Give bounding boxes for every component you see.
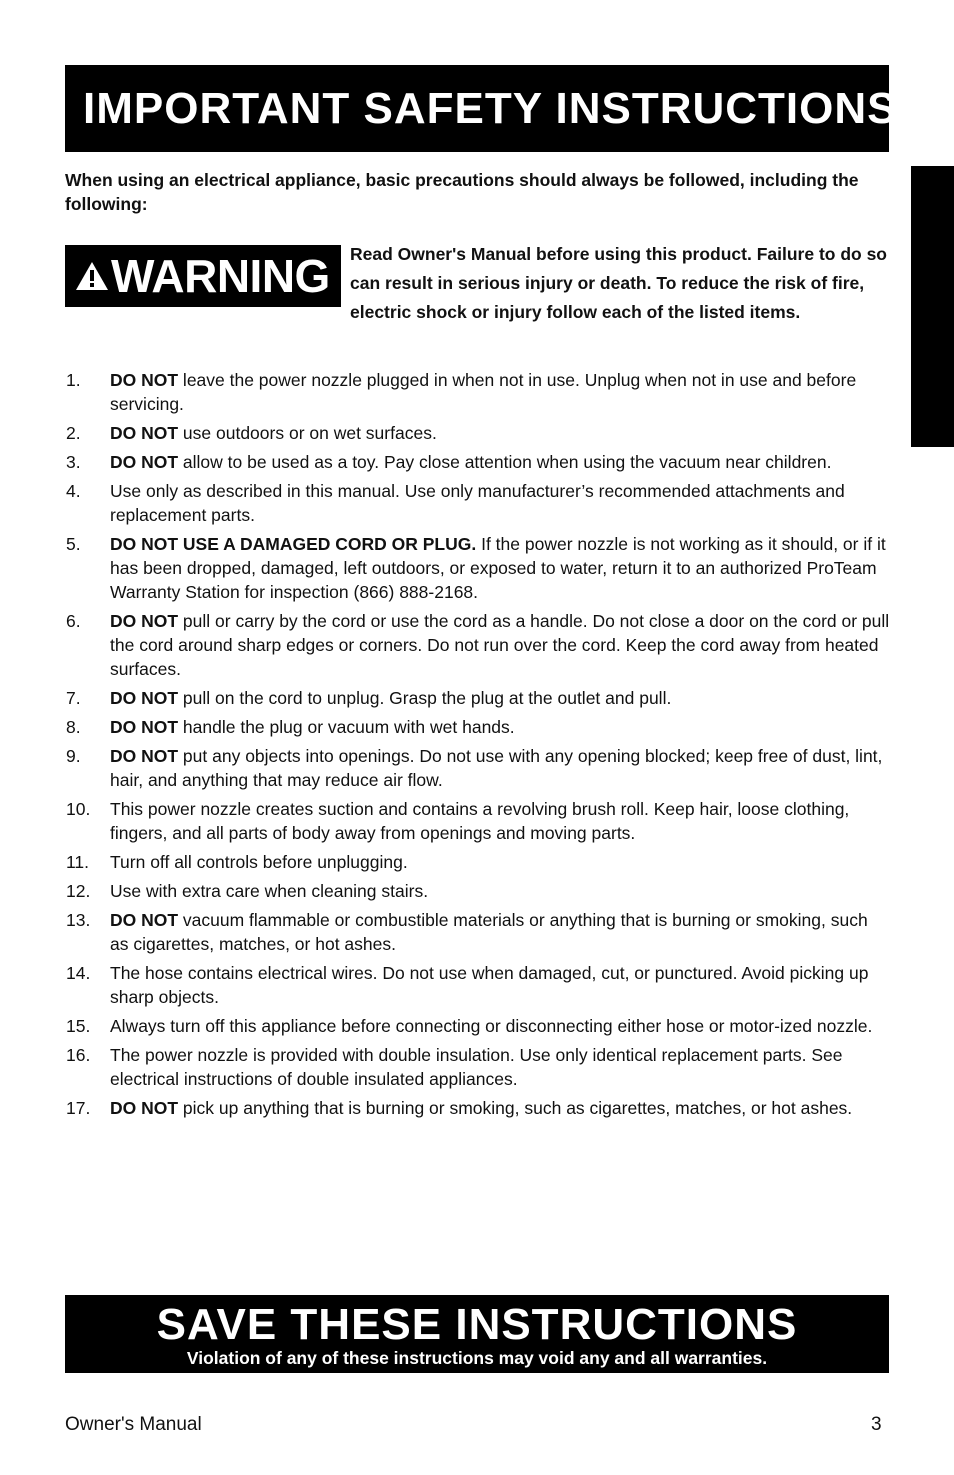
list-item-text: Turn off all controls before unplugging.	[110, 852, 408, 872]
list-item-number: 5.	[66, 534, 81, 554]
list-item-number: 10.	[66, 799, 91, 819]
list-item-body	[110, 368, 890, 416]
list-item-body	[110, 421, 890, 445]
list-item-emphasis: DO NOT	[110, 452, 179, 472]
list-item	[66, 1096, 896, 1120]
list-item-number: 16.	[66, 1045, 91, 1065]
list-item	[66, 421, 896, 445]
save-banner	[65, 1295, 889, 1373]
list-item-body	[110, 744, 890, 792]
instruction-list	[66, 368, 896, 1125]
list-item-body	[110, 961, 890, 1009]
list-item	[66, 744, 896, 792]
list-item	[66, 797, 896, 845]
list-item-text: The hose contains electrical wires. Do not use when damaged, cut, or punctured. Avoid picking up sharp objects.	[110, 963, 869, 1007]
list-item-text: allow to be used as a toy. Pay close attention when using the vacuum near children.	[178, 452, 832, 472]
list-item-number: 11.	[66, 852, 90, 872]
list-item-emphasis: DO NOT	[110, 717, 179, 737]
list-item	[66, 879, 896, 903]
list-item-number: 12.	[66, 881, 91, 901]
list-item-body	[110, 479, 890, 527]
save-subtitle: Violation of any of these instructions may void any and all warranties.	[186, 1348, 768, 1368]
list-item-text: put any objects into openings. Do not use with any opening blocked; keep free of dust, lint, hair, and anything that may reduce air flow.	[110, 746, 883, 790]
list-item-number: 9.	[66, 746, 81, 766]
list-item-body	[110, 715, 890, 739]
list-item-text: This power nozzle creates suction and contains a revolving brush roll. Keep hair, loose clothing, fingers, and all parts of body away from openings and moving parts.	[110, 799, 850, 843]
list-item-emphasis: DO NOT	[110, 746, 179, 766]
list-item-body	[110, 532, 890, 604]
list-item	[66, 609, 896, 681]
list-item	[66, 450, 896, 474]
list-item-text: leave the power nozzle plugged in when not in use. Unplug when not in use and before servicing.	[110, 370, 857, 414]
section-tab-marker	[911, 166, 954, 447]
warning-text: Read Owner's Manual before using this product. Failure to do so can result in serious injury or death. To reduce the risk of fire, electric shock or injury follow each of the listed items.	[350, 244, 887, 322]
list-item	[66, 368, 896, 416]
warning-triangle-icon	[75, 260, 109, 292]
footer-manual-label: Owner's Manual	[65, 1414, 202, 1435]
list-item-body	[110, 1096, 890, 1120]
list-item-text: Always turn off this appliance before connecting or disconnecting either hose or motor-ized nozzle.	[110, 1016, 873, 1036]
list-item-text: use outdoors or on wet surfaces.	[178, 423, 437, 443]
list-item-number: 17.	[66, 1098, 91, 1118]
list-item-body	[110, 450, 890, 474]
list-item-number: 1.	[66, 370, 81, 390]
list-item-emphasis: DO NOT USE A DAMAGED CORD OR PLUG.	[110, 534, 477, 554]
list-item-emphasis: DO NOT	[110, 423, 179, 443]
list-item-body	[110, 1043, 890, 1091]
warning-label	[65, 245, 341, 307]
list-item-text: Use with extra care when cleaning stairs.	[110, 881, 429, 901]
list-item	[66, 1043, 896, 1091]
list-item-number: 8.	[66, 717, 81, 737]
list-item	[66, 532, 896, 604]
list-item-emphasis: DO NOT	[110, 370, 179, 390]
list-item-body	[110, 686, 890, 710]
list-item-number: 2.	[66, 423, 81, 443]
list-item-body	[110, 879, 890, 903]
list-item-text: pull or carry by the cord or use the cord as a handle. Do not close a door on the cord or pull the cord around sharp edges or corners. Do not run over the cord. Keep the cord away from heated surfaces.	[110, 611, 890, 679]
list-item-body	[110, 908, 890, 956]
list-item-text: Use only as described in this manual. Use only manufacturer’s recommended attachments and replacement parts.	[110, 481, 845, 525]
list-item-text: If the power nozzle is not working as it should, or if it has been dropped, damaged, left outdoors, or exposed to water, return it to an authorized ProTeam Warranty Station for inspection (866) 888-2168.	[110, 534, 886, 602]
list-item	[66, 715, 896, 739]
list-item	[66, 850, 896, 874]
list-item-number: 7.	[66, 688, 81, 708]
page-number: 3	[871, 1414, 882, 1435]
title-banner	[65, 65, 898, 152]
save-title: SAVE THESE INSTRUCTIONS	[156, 1300, 798, 1349]
list-item-body	[110, 850, 890, 874]
list-item-number: 15.	[66, 1016, 91, 1036]
list-item-number: 13.	[66, 910, 91, 930]
list-item-emphasis: DO NOT	[110, 1098, 179, 1118]
list-item-number: 6.	[66, 611, 81, 631]
list-item-text: vacuum flammable or combustible materials or anything that is burning or smoking, such as cigarettes, matches, or hot ashes.	[110, 910, 868, 954]
list-item-emphasis: DO NOT	[110, 688, 179, 708]
list-item	[66, 961, 896, 1009]
list-item-emphasis: DO NOT	[110, 611, 179, 631]
list-item-body	[110, 797, 890, 845]
warning-word: WARNING	[111, 250, 330, 302]
list-item-text: pick up anything that is burning or smoking, such as cigarettes, matches, or hot ashes.	[178, 1098, 853, 1118]
intro-text: When using an electrical appliance, basic precautions should always be followed, including the following:	[65, 170, 859, 214]
list-item-body	[110, 1014, 890, 1038]
list-item-number: 4.	[66, 481, 81, 501]
list-item	[66, 908, 896, 956]
list-item-text: handle the plug or vacuum with wet hands.	[178, 717, 515, 737]
list-item	[66, 686, 896, 710]
list-item-number: 3.	[66, 452, 81, 472]
list-item-body	[110, 609, 890, 681]
list-item	[66, 1014, 896, 1038]
list-item-text: The power nozzle is provided with double insulation. Use only identical replacement parts. See electrical instructions of double insulated appliances.	[110, 1045, 843, 1089]
list-item-text: pull on the cord to unplug. Grasp the plug at the outlet and pull.	[178, 688, 672, 708]
page-title: IMPORTANT SAFETY INSTRUCTIONS	[83, 83, 898, 133]
list-item	[66, 479, 896, 527]
list-item-number: 14.	[66, 963, 91, 983]
list-item-emphasis: DO NOT	[110, 910, 179, 930]
